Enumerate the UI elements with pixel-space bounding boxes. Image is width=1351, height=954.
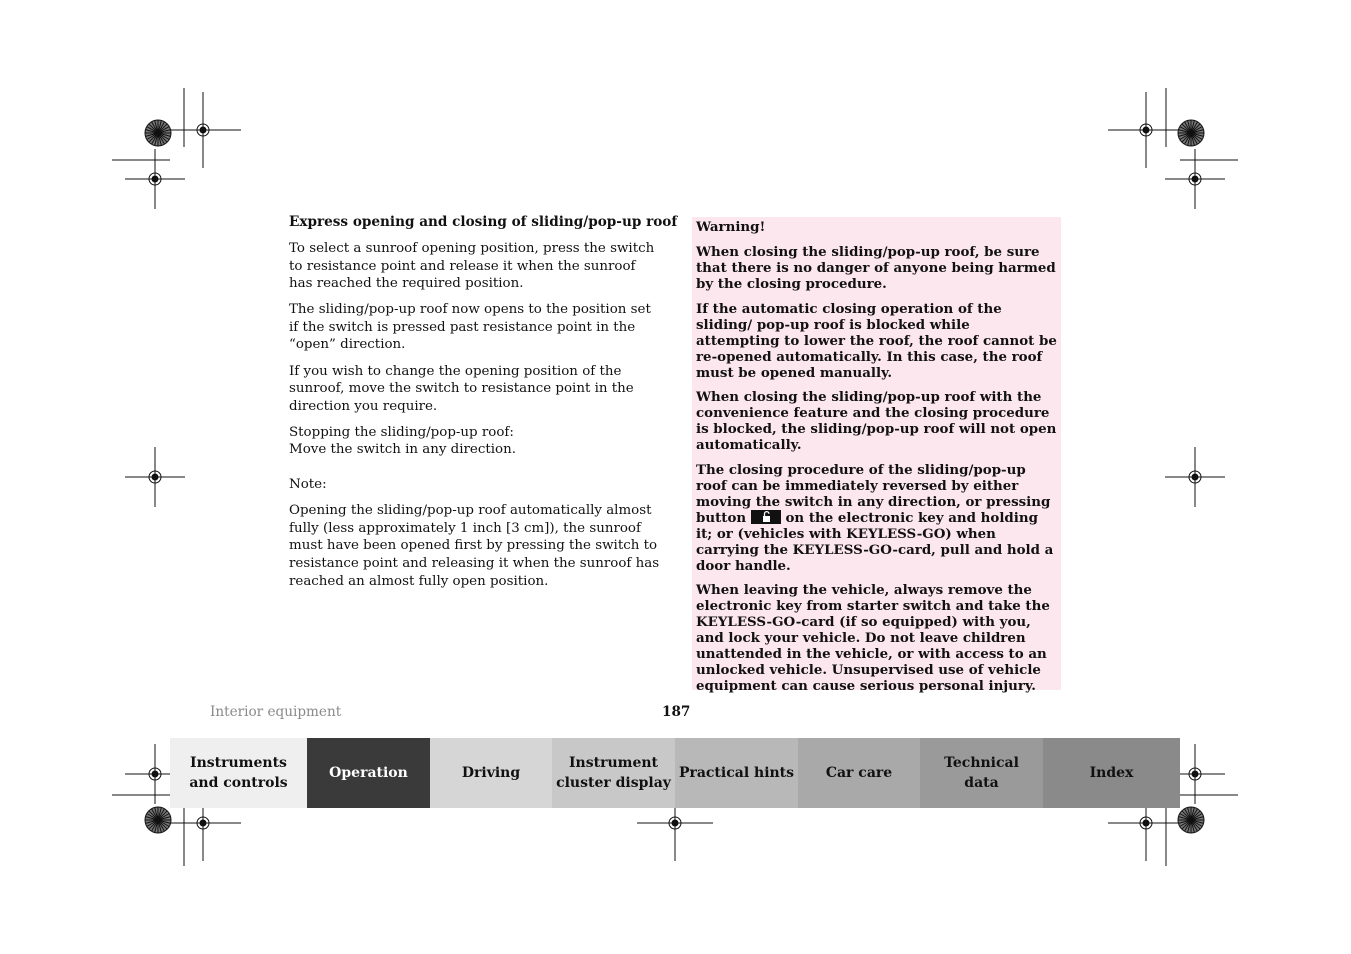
footer-section-title: Interior equipment	[210, 704, 342, 720]
warning-paragraph	[696, 462, 1057, 574]
page-number: 187	[662, 704, 691, 720]
chapter-tabs	[170, 738, 1180, 808]
tab-practical-hints[interactable]: Practical hints	[675, 738, 798, 808]
stopping-title: Stopping the sliding/pop-up roof:	[289, 424, 514, 440]
section-heading: Express opening and closing of sliding/pop-up roof	[289, 214, 678, 230]
warning-text-before-icon: The closing procedure of the sliding/pop-up roof can be immediately reversed by either moving the switch in any direction, or pressing button	[696, 461, 1051, 526]
warning-text-after-icon: on the electronic key and holding it; or (vehicles with KEYLESS-GO) when carrying the KEYLESS-GO-card, pull and hold a door handle.	[696, 509, 1054, 574]
warning-paragraph: If the automatic closing operation of the sliding/ pop-up roof is blocked while attempting to lower the roof, the roof cannot be re-opened automatically. In this case, the roof must be opened manually.	[696, 300, 1057, 381]
warning-paragraph: When closing the sliding/pop-up roof, be sure that there is no danger of anyone being harmed by the closing procedure.	[696, 244, 1056, 292]
main-text-column	[289, 213, 678, 599]
tab-driving[interactable]: Driving	[430, 738, 552, 808]
warning-paragraph: When closing the sliding/pop-up roof with the convenience feature and the closing procedure is blocked, the sliding/pop-up roof will not open automatically.	[696, 389, 1057, 453]
tab-instrument-cluster-display[interactable]: Instrument cluster display	[552, 738, 675, 808]
tab-operation[interactable]: Operation	[307, 738, 430, 808]
tab-index[interactable]: Index	[1043, 738, 1180, 808]
paragraph: The sliding/pop-up roof now opens to the position set if the switch is pressed past resistance point in the “open” direction.	[289, 302, 651, 353]
stopping-instruction	[289, 424, 661, 459]
paragraph: To select a sunroof opening position, press the switch to resistance point and release it when the sunroof has reached the required position.	[289, 241, 655, 292]
note-text: Opening the sliding/pop-up roof automatically almost fully (less approximately 1 inch [3 cm]), the sunroof must have been opened first by pressing the switch to resistance point and releasing it when the sunroof has reached an almost fully open position.	[289, 503, 660, 589]
paragraph: If you wish to change the opening position of the sunroof, move the switch to resistance point in the direction you require.	[289, 363, 634, 414]
tab-car-care[interactable]: Car care	[798, 738, 920, 808]
stopping-text: Move the switch in any direction.	[289, 442, 516, 458]
unlock-icon	[751, 510, 781, 524]
tab-instruments-and-controls[interactable]: Instruments and controls	[170, 738, 307, 808]
warning-paragraph: When leaving the vehicle, always remove the electronic key from starter switch and take the KEYLESS-GO-card (if so equipped) with you, and lock your vehicle. Do not leave children unattended in the vehicle, or with access to an unlocked vehicle. Unsupervised use of vehicle equipment can cause serious personal injury.	[696, 582, 1050, 694]
warning-box	[692, 217, 1061, 694]
warning-title: Warning!	[696, 219, 766, 235]
note-label: Note:	[289, 477, 327, 493]
tab-technical-data[interactable]: Technical data	[920, 738, 1043, 808]
